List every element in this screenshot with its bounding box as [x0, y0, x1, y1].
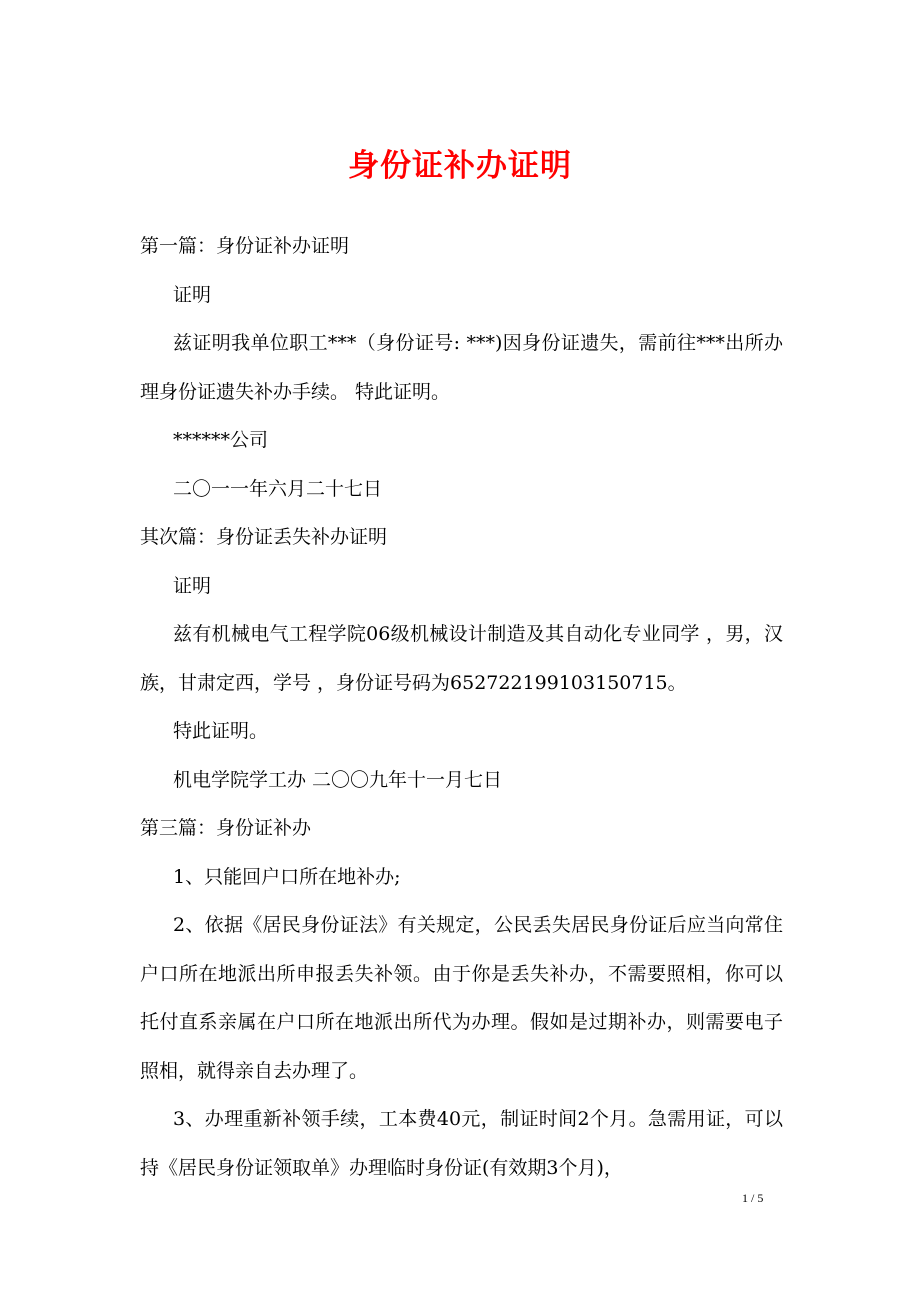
paragraph: 3、办理重新补领手续，工本费40元，制证时间2个月。急需用证，可以持《居民身份证领取单》办理临时身份证(有效期3个月)， [140, 1108, 783, 1179]
paragraph: 兹有机械电气工程学院06级机械设计制造及其自动化专业同学 ，男，汉族，甘肃定西，学号 ，身份证号码为652722199103150715。 [140, 623, 783, 694]
paragraph: 兹证明我单位职工***（身份证号: ***)因身份证遗失，需前往***出所办理身份证遗失补办手续。 特此证明。 [140, 332, 783, 403]
document-title: 身份证补办证明 [348, 148, 572, 184]
paragraph: 机电学院学工办 二〇〇九年十一月七日 [173, 768, 503, 791]
paragraph: 二〇一一年六月二十七日 [173, 477, 383, 500]
paragraph: 证明 [173, 283, 212, 306]
page-number: 1 / 5 [742, 1191, 764, 1205]
paragraph: ******公司 [173, 429, 269, 451]
section-heading-1: 第一篇：身份证补办证明 [140, 235, 350, 257]
document-body [140, 222, 783, 1192]
paragraph: 1、只能回户口所在地补办; [173, 865, 401, 888]
section-heading-2: 其次篇：身份证丢失补办证明 [140, 526, 388, 548]
paragraph: 2、依据《居民身份证法》有关规定，公民丢失居民身份证后应当向常住户口所在地派出所申报丢失补领。由于你是丢失补办，不需要照相，你可以托付直系亲属在户口所在地派出所代为办理。假如是过期补办，则需要电子照相，就得亲自去办理了。 [140, 914, 783, 1082]
section-heading-3: 第三篇：身份证补办 [140, 817, 312, 839]
paragraph: 证明 [173, 574, 212, 597]
paragraph: 特此证明。 [173, 720, 269, 742]
